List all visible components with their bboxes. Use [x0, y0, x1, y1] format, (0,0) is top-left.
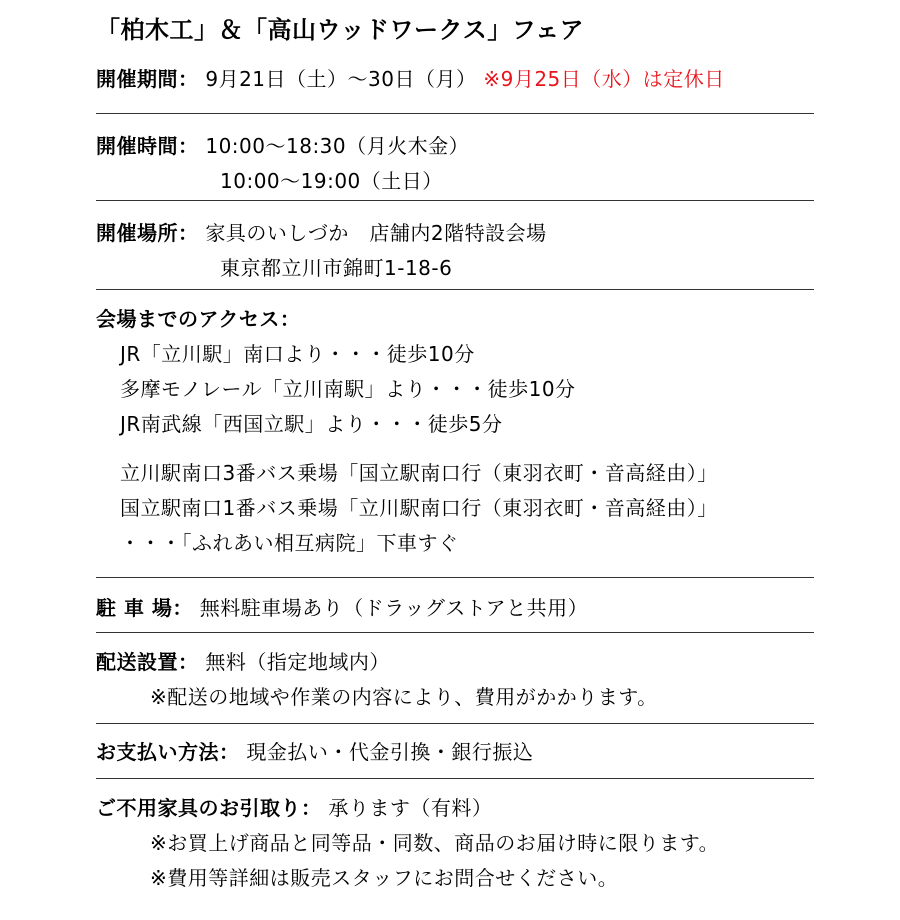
parking-section: [96, 578, 814, 633]
delivery-note: ※配送の地域や作業の内容により、費用がかかります。: [150, 685, 658, 709]
payment-label: お支払い方法：: [96, 740, 240, 764]
parking-line: [96, 591, 814, 626]
delivery-section: [96, 633, 814, 724]
delivery-label: 配送設置：: [96, 650, 199, 674]
access-line: JR「立川駅」南口より・・・徒歩10分: [120, 342, 475, 366]
payment-section: [96, 724, 814, 779]
payment-line: [96, 735, 814, 770]
hours-weekend: 10:00～19:00（土日）: [220, 169, 443, 193]
venue-line-1: [96, 216, 814, 251]
spacer: [96, 442, 814, 456]
venue-label: 開催場所：: [96, 221, 199, 245]
pickup-value: 承ります（有料）: [328, 796, 493, 820]
pickup-note: ※費用等詳細は販売スタッフにお問合せください。: [150, 866, 619, 890]
bus-line: 立川駅南口3番バス乗場「国立駅南口行（東羽衣町・音高経由）」: [120, 461, 718, 485]
fair-info-page: [96, 0, 814, 899]
access-section: [96, 290, 814, 578]
closed-day-note: ※9月25日（水）は定休日: [483, 67, 725, 91]
hours-section: [96, 114, 814, 201]
hours-line-1: [96, 129, 814, 164]
payment-value: 現金払い・代金引換・銀行振込: [246, 740, 534, 764]
access-line: 多摩モノレール「立川南駅」より・・・徒歩10分: [120, 377, 576, 401]
period-line: [96, 62, 814, 97]
venue-name: 家具のいしづか 店舗内2階特設会場: [205, 221, 547, 245]
access-label: 会場までのアクセス：: [96, 307, 301, 331]
period-label: 開催期間：: [96, 67, 199, 91]
bus-line: ・・・「ふれあい相互病院」下車すぐ: [120, 531, 459, 555]
delivery-value: 無料（指定地域内）: [205, 650, 390, 674]
parking-value: 無料駐車場あり（ドラッグストアと共用）: [199, 596, 589, 620]
venue-address: 東京都立川市錦町1-18-6: [220, 256, 453, 280]
venue-section: [96, 201, 814, 290]
pickup-note: ※お買上げ商品と同等品・同数、商品のお届け時に限ります。: [150, 831, 720, 855]
pickup-line: [96, 791, 814, 826]
hours-label: 開催時間：: [96, 134, 199, 158]
bus-line: 国立駅南口1番バス乗場「立川駅南口行（東羽衣町・音高経由）」: [120, 496, 718, 520]
pickup-label: ご不用家具のお引取り：: [96, 796, 322, 820]
pickup-section: [96, 779, 814, 899]
parking-label: 駐 車 場：: [96, 596, 193, 620]
delivery-line: [96, 645, 814, 680]
access-line: JR南武線「西国立駅」より・・・徒歩5分: [120, 412, 503, 436]
page-title: 「柏木工」＆「高山ウッドワークス」フェア: [96, 16, 585, 44]
hours-weekday: 10:00～18:30（月火木金）: [205, 134, 470, 158]
period-value: 9月21日（土）～30日（月）: [205, 67, 477, 91]
period-section: [96, 52, 814, 114]
